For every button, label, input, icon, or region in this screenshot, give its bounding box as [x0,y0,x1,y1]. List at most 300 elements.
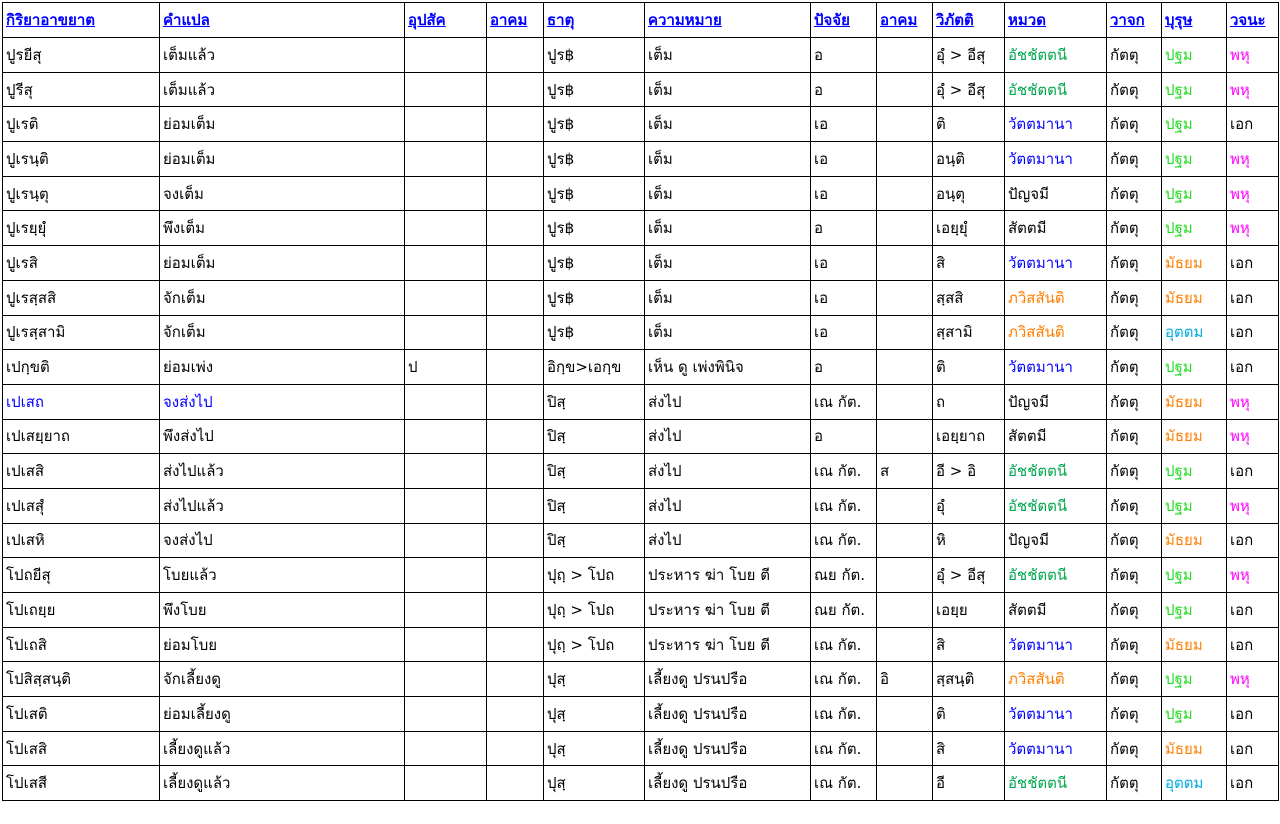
cell-suffix: เณ กัต. [811,454,877,489]
cell-root: ปูร฿ [544,72,645,107]
cell-person: ปฐม [1162,662,1227,697]
cell-suffix: เณ กัต. [811,697,877,732]
cell-person: มัธยม [1162,280,1227,315]
cell-voice: กัตตุ [1107,731,1162,766]
table-row[interactable] [3,280,1279,315]
col-header-root[interactable]: ธาตุ [544,3,645,38]
cell-augment-2 [877,384,933,419]
cell-person: ปฐม [1162,454,1227,489]
cell-augment-2 [877,280,933,315]
cell-augment [487,246,544,281]
cell-number: เอก [1227,731,1279,766]
cell-suffix: เอ [811,315,877,350]
cell-number: พหุ [1227,419,1279,454]
col-header-voice[interactable]: วาจก [1107,3,1162,38]
cell-number: เอก [1227,246,1279,281]
cell-ending: อี > อิ [933,454,1005,489]
cell-voice: กัตตุ [1107,454,1162,489]
cell-group: อัชชัตตนี [1005,766,1107,801]
cell-voice: กัตตุ [1107,558,1162,593]
cell-suffix: เอ [811,246,877,281]
cell-ending: ติ [933,697,1005,732]
cell-root: ปิสฺ [544,523,645,558]
cell-voice: กัตตุ [1107,176,1162,211]
cell-root: ปูร฿ [544,280,645,315]
cell-augment-2 [877,697,933,732]
cell-root: ปูร฿ [544,142,645,177]
cell-number: พหุ [1227,384,1279,419]
cell-voice: กัตตุ [1107,72,1162,107]
cell-verb: ปูเรสฺสามิ [3,315,160,350]
cell-group: ปัญจมี [1005,384,1107,419]
cell-number: เอก [1227,315,1279,350]
cell-prefix [405,662,487,697]
cell-verb: ปูเรสิ [3,246,160,281]
cell-number: พหุ [1227,211,1279,246]
cell-augment-2 [877,246,933,281]
cell-augment-2 [877,488,933,523]
table-row[interactable] [3,558,1279,593]
cell-group: อัชชัตตนี [1005,558,1107,593]
cell-suffix: อ [811,350,877,385]
cell-suffix: เอ [811,142,877,177]
cell-augment [487,766,544,801]
cell-augment [487,142,544,177]
cell-augment-2 [877,211,933,246]
cell-meaning: เต็ม [645,315,811,350]
col-header-number[interactable]: วจนะ [1227,3,1279,38]
cell-number: เอก [1227,627,1279,662]
cell-verb: โปเสติ [3,697,160,732]
cell-number: เอก [1227,593,1279,628]
table-row[interactable] [3,488,1279,523]
cell-prefix [405,280,487,315]
cell-meaning: เลี้ยงดู ปรนปรือ [645,731,811,766]
cell-augment-2 [877,142,933,177]
cell-meaning: ส่งไป [645,454,811,489]
cell-root: ปุถฺ > โปถ [544,627,645,662]
cell-root: ปูร฿ [544,315,645,350]
cell-voice: กัตตุ [1107,107,1162,142]
cell-person: มัธยม [1162,731,1227,766]
cell-prefix [405,315,487,350]
cell-root: อิกฺข>เอกฺข [544,350,645,385]
table-row[interactable] [3,246,1279,281]
cell-person: ปฐม [1162,350,1227,385]
cell-person: ปฐม [1162,38,1227,73]
cell-number: พหุ [1227,38,1279,73]
cell-ending: สิ [933,627,1005,662]
cell-translation: ย่อมเพ่ง [160,350,405,385]
cell-translation: จักเต็ม [160,315,405,350]
cell-suffix: ณย กัต. [811,558,877,593]
cell-number: พหุ [1227,662,1279,697]
cell-ending: อี [933,766,1005,801]
cell-root: ปิสฺ [544,454,645,489]
cell-translation: ส่งไปแล้ว [160,488,405,523]
cell-prefix [405,38,487,73]
cell-number: พหุ [1227,142,1279,177]
cell-ending: อุํ [933,488,1005,523]
cell-suffix: ณย กัต. [811,593,877,628]
cell-voice: กัตตุ [1107,384,1162,419]
cell-translation: ย่อมเต็ม [160,246,405,281]
cell-verb: ปูเรสฺสสิ [3,280,160,315]
cell-person: อุตตม [1162,766,1227,801]
cell-ending: เอยฺยุํ [933,211,1005,246]
cell-person: ปฐม [1162,558,1227,593]
table-row[interactable] [3,350,1279,385]
cell-ending: ถ [933,384,1005,419]
col-header-meaning[interactable]: ความหมาย [645,3,811,38]
cell-group: ภวิสสันติ [1005,315,1107,350]
cell-suffix: เอ [811,176,877,211]
cell-number: พหุ [1227,488,1279,523]
cell-root: ปุสฺ [544,662,645,697]
cell-meaning: เห็น ดู เพ่งพินิจ [645,350,811,385]
cell-augment [487,454,544,489]
cell-augment-2: อิ [877,662,933,697]
cell-prefix [405,419,487,454]
cell-augment-2 [877,38,933,73]
table-row[interactable] [3,107,1279,142]
cell-translation: พึงโบย [160,593,405,628]
cell-root: ปิสฺ [544,384,645,419]
cell-root: ปุสฺ [544,766,645,801]
conjugation-table [2,2,1279,801]
cell-translation: โบยแล้ว [160,558,405,593]
table-row[interactable] [3,593,1279,628]
cell-translation: จงส่งไป [160,384,405,419]
cell-group: ปัญจมี [1005,176,1107,211]
cell-number: พหุ [1227,176,1279,211]
cell-ending: อุํ > อีสุ [933,72,1005,107]
cell-augment-2 [877,176,933,211]
cell-suffix: เณ กัต. [811,384,877,419]
cell-augment-2 [877,419,933,454]
cell-ending: หิ [933,523,1005,558]
cell-person: มัธยม [1162,419,1227,454]
cell-ending: สฺสนฺติ [933,662,1005,697]
cell-translation: เลี้ยงดูแล้ว [160,731,405,766]
cell-meaning: ประหาร ฆ่า โบย ตี [645,627,811,662]
cell-augment-2 [877,593,933,628]
table-row[interactable] [3,731,1279,766]
cell-translation: ย่อมโบย [160,627,405,662]
cell-translation: จักเลี้ยงดู [160,662,405,697]
cell-meaning: เต็ม [645,72,811,107]
cell-prefix [405,142,487,177]
cell-suffix: อ [811,38,877,73]
cell-augment [487,280,544,315]
cell-suffix: เณ กัต. [811,766,877,801]
cell-ending: ติ [933,350,1005,385]
cell-ending: สิ [933,731,1005,766]
cell-ending: อุํ > อีสุ [933,38,1005,73]
cell-augment-2 [877,523,933,558]
cell-ending: สฺสสิ [933,280,1005,315]
cell-group: ปัญจมี [1005,523,1107,558]
cell-augment-2 [877,72,933,107]
cell-number: เอก [1227,454,1279,489]
cell-group: สัตตมี [1005,211,1107,246]
table-body [3,38,1279,801]
cell-prefix [405,488,487,523]
cell-ending: อุํ > อีสุ [933,558,1005,593]
cell-group: อัชชัตตนี [1005,454,1107,489]
cell-augment [487,350,544,385]
col-header-augment-2[interactable]: อาคม [877,3,933,38]
cell-augment [487,315,544,350]
cell-voice: กัตตุ [1107,350,1162,385]
cell-ending: สิ [933,246,1005,281]
cell-group: วัตตมานา [1005,731,1107,766]
table-row[interactable] [3,38,1279,73]
cell-augment [487,384,544,419]
cell-verb: โปถยีสุ [3,558,160,593]
cell-verb: โปเสสิ [3,731,160,766]
cell-ending: อนฺติ [933,142,1005,177]
cell-prefix [405,627,487,662]
col-header-prefix[interactable]: อุปสัค [405,3,487,38]
cell-person: ปฐม [1162,72,1227,107]
table-row[interactable] [3,315,1279,350]
cell-prefix [405,176,487,211]
table-row[interactable] [3,211,1279,246]
cell-translation: เต็มแล้ว [160,72,405,107]
cell-translation: ย่อมเต็ม [160,142,405,177]
cell-voice: กัตตุ [1107,315,1162,350]
cell-suffix: เณ กัต. [811,488,877,523]
col-header-verb[interactable]: กิริยาอาขยาต [3,3,160,38]
cell-group: ภวิสสันติ [1005,662,1107,697]
cell-number: เอก [1227,350,1279,385]
col-header-ending[interactable]: วิภัตติ [933,3,1005,38]
cell-voice: กัตตุ [1107,246,1162,281]
cell-meaning: เลี้ยงดู ปรนปรือ [645,697,811,732]
cell-meaning: เลี้ยงดู ปรนปรือ [645,662,811,697]
cell-suffix: เณ กัต. [811,627,877,662]
cell-augment [487,593,544,628]
cell-verb: เปเสยฺยาถ [3,419,160,454]
cell-voice: กัตตุ [1107,280,1162,315]
table-row[interactable] [3,142,1279,177]
cell-person: ปฐม [1162,211,1227,246]
table-row[interactable] [3,662,1279,697]
cell-ending: อนฺตุ [933,176,1005,211]
cell-verb: เปเสหิ [3,523,160,558]
cell-number: เอก [1227,107,1279,142]
cell-root: ปูร฿ [544,38,645,73]
cell-prefix [405,211,487,246]
cell-augment-2 [877,350,933,385]
cell-root: ปูร฿ [544,176,645,211]
table-row[interactable] [3,454,1279,489]
cell-person: ปฐม [1162,697,1227,732]
col-header-suffix[interactable]: ปัจจัย [811,3,877,38]
cell-translation: เต็มแล้ว [160,38,405,73]
col-header-augment[interactable]: อาคม [487,3,544,38]
cell-person: มัธยม [1162,523,1227,558]
cell-augment [487,176,544,211]
col-header-translation[interactable]: คำแปล [160,3,405,38]
cell-augment-2 [877,731,933,766]
cell-ending: สฺสามิ [933,315,1005,350]
cell-augment [487,419,544,454]
cell-prefix [405,454,487,489]
cell-verb: เปกฺขติ [3,350,160,385]
cell-verb: โปสิสฺสนฺติ [3,662,160,697]
cell-root: ปิสฺ [544,488,645,523]
cell-group: วัตตมานา [1005,350,1107,385]
cell-meaning: เต็ม [645,211,811,246]
cell-group: อัชชัตตนี [1005,38,1107,73]
cell-verb: เปเสถ [3,384,160,419]
cell-suffix: อ [811,211,877,246]
cell-number: เอก [1227,766,1279,801]
cell-verb: ปูเรติ [3,107,160,142]
cell-augment [487,211,544,246]
cell-root: ปุถฺ > โปถ [544,593,645,628]
cell-augment [487,38,544,73]
cell-prefix [405,107,487,142]
cell-verb: เปเสสุํ [3,488,160,523]
cell-number: พหุ [1227,72,1279,107]
cell-prefix [405,246,487,281]
cell-meaning: ประหาร ฆ่า โบย ตี [645,593,811,628]
cell-meaning: เต็ม [645,176,811,211]
cell-suffix: อ [811,72,877,107]
table-row[interactable] [3,523,1279,558]
cell-augment [487,558,544,593]
cell-augment [487,662,544,697]
cell-group: วัตตมานา [1005,697,1107,732]
cell-prefix [405,72,487,107]
cell-voice: กัตตุ [1107,627,1162,662]
cell-verb: ปูรยีสุ [3,38,160,73]
cell-augment-2 [877,107,933,142]
cell-suffix: เอ [811,280,877,315]
cell-meaning: ส่งไป [645,523,811,558]
cell-group: วัตตมานา [1005,627,1107,662]
cell-augment [487,523,544,558]
cell-augment [487,107,544,142]
cell-augment [487,72,544,107]
cell-person: ปฐม [1162,142,1227,177]
cell-meaning: เต็ม [645,38,811,73]
cell-voice: กัตตุ [1107,593,1162,628]
cell-verb: โปเสสี [3,766,160,801]
cell-group: วัตตมานา [1005,142,1107,177]
cell-voice: กัตตุ [1107,697,1162,732]
cell-group: วัตตมานา [1005,107,1107,142]
cell-number: เอก [1227,280,1279,315]
cell-translation: พึงส่งไป [160,419,405,454]
cell-person: มัธยม [1162,627,1227,662]
cell-augment [487,488,544,523]
cell-verb: โปเถยฺย [3,593,160,628]
cell-augment [487,731,544,766]
cell-number: เอก [1227,697,1279,732]
cell-meaning: เต็ม [645,246,811,281]
cell-person: ปฐม [1162,488,1227,523]
col-header-group[interactable]: หมวด [1005,3,1107,38]
table-row[interactable] [3,72,1279,107]
cell-meaning: ประหาร ฆ่า โบย ตี [645,558,811,593]
cell-person: ปฐม [1162,107,1227,142]
cell-translation: ส่งไปแล้ว [160,454,405,489]
cell-prefix: ป [405,350,487,385]
cell-augment [487,697,544,732]
cell-meaning: ส่งไป [645,488,811,523]
cell-voice: กัตตุ [1107,662,1162,697]
cell-ending: เอยฺยาถ [933,419,1005,454]
table-row[interactable] [3,176,1279,211]
cell-root: ปุสฺ [544,697,645,732]
cell-meaning: เต็ม [645,142,811,177]
cell-suffix: อ [811,419,877,454]
cell-translation: จักเต็ม [160,280,405,315]
cell-person: ปฐม [1162,176,1227,211]
cell-root: ปูร฿ [544,246,645,281]
cell-person: อุตตม [1162,315,1227,350]
cell-augment-2: ส [877,454,933,489]
cell-root: ปูร฿ [544,107,645,142]
cell-voice: กัตตุ [1107,523,1162,558]
cell-suffix: เณ กัต. [811,662,877,697]
cell-suffix: เอ [811,107,877,142]
cell-voice: กัตตุ [1107,766,1162,801]
cell-voice: กัตตุ [1107,142,1162,177]
cell-meaning: เต็ม [645,107,811,142]
cell-group: วัตตมานา [1005,246,1107,281]
table-row[interactable] [3,627,1279,662]
table-row[interactable] [3,766,1279,801]
cell-root: ปุถฺ > โปถ [544,558,645,593]
cell-translation: จงส่งไป [160,523,405,558]
cell-verb: ปูเรยฺยุํ [3,211,160,246]
cell-root: ปูร฿ [544,211,645,246]
table-row[interactable] [3,384,1279,419]
cell-voice: กัตตุ [1107,38,1162,73]
cell-translation: ย่อมเต็ม [160,107,405,142]
cell-translation: พึงเต็ม [160,211,405,246]
cell-translation: จงเต็ม [160,176,405,211]
cell-root: ปุสฺ [544,731,645,766]
cell-ending: เอยฺย [933,593,1005,628]
cell-group: ภวิสสันติ [1005,280,1107,315]
cell-augment-2 [877,627,933,662]
cell-prefix [405,766,487,801]
cell-augment-2 [877,315,933,350]
col-header-person[interactable]: บุรุษ [1162,3,1227,38]
cell-prefix [405,523,487,558]
cell-group: สัตตมี [1005,419,1107,454]
cell-suffix: เณ กัต. [811,731,877,766]
cell-person: ปฐม [1162,593,1227,628]
table-row[interactable] [3,419,1279,454]
cell-meaning: ส่งไป [645,419,811,454]
cell-prefix [405,558,487,593]
cell-prefix [405,697,487,732]
cell-ending: ติ [933,107,1005,142]
header-row [3,3,1279,38]
cell-prefix [405,384,487,419]
cell-root: ปิสฺ [544,419,645,454]
table-row[interactable] [3,697,1279,732]
cell-prefix [405,731,487,766]
cell-translation: เลี้ยงดูแล้ว [160,766,405,801]
